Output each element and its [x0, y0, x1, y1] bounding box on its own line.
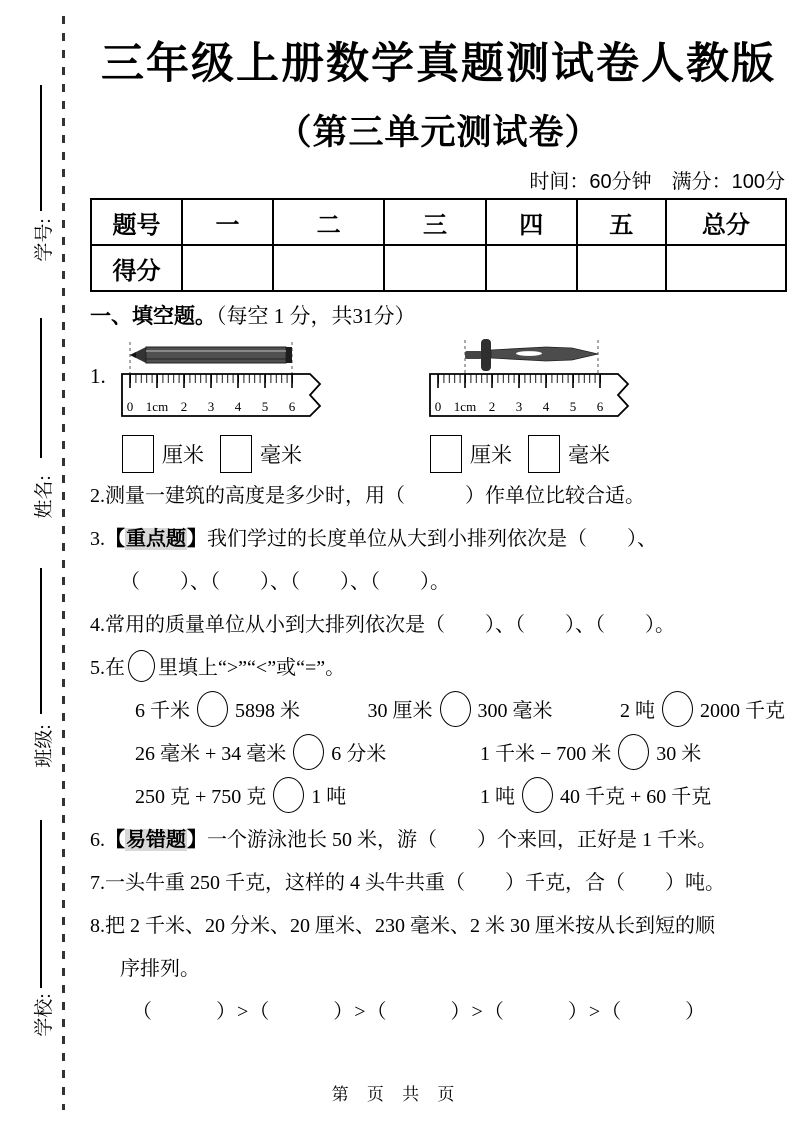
svg-text:2: 2	[488, 399, 496, 414]
svg-text:6: 6	[596, 399, 604, 414]
comparison-circle	[440, 691, 471, 727]
question-4: 4.常用的质量单位从小到大排列依次是（ ）、（ ）、（ ）。	[90, 614, 675, 636]
exam-meta: 时间：60分钟 满分：100分	[529, 171, 785, 193]
svg-text:2: 2	[180, 399, 188, 414]
question-6-number: 6.	[90, 829, 105, 851]
name-blank-line	[40, 318, 42, 458]
comparison-item: 30 厘米 300 毫米	[368, 690, 553, 733]
section-heading	[90, 300, 787, 332]
question-1-number: 1.	[90, 364, 106, 388]
question-1	[90, 338, 787, 473]
score-cell-empty	[273, 245, 384, 291]
student-id-blank-line	[40, 85, 42, 211]
question-8-line1: 8.把 2 千米、20 分米、20 厘米、230 毫米、2 米 30 厘米按从长到短的顺	[90, 915, 715, 937]
score-header-cell: 四	[486, 199, 577, 245]
sword-icon	[465, 339, 598, 371]
unit-label: 毫米	[568, 443, 610, 467]
key-point-tag: 【重点题】	[105, 528, 207, 550]
score-header-cell: 五	[577, 199, 666, 245]
question-5-stem: 5.在 里填上“>”“<”或“=”。	[90, 647, 787, 690]
question-3: 3.【重点题】我们学过的长度单位从大到小排列依次是（ ）、 （ ）、（ ）、（ ）、（ ）。	[90, 518, 787, 604]
question-6: 6.【易错题】一个游泳池长 50 米，游（ ）个来回，正好是 1 千米。	[90, 829, 717, 851]
class-blank-line	[40, 568, 42, 714]
pencil-icon	[130, 347, 292, 363]
student-id-label: 学号:	[34, 218, 55, 262]
question-7: 7.一头牛重 250 千克，这样的 4 头牛共重（ ）千克，合（ ）吨。	[90, 872, 725, 894]
answer-box	[528, 435, 560, 473]
score-header-cell: 三	[384, 199, 485, 245]
comparison-circle	[522, 777, 553, 813]
page-title: 三年级上册数学真题测试卷人教版	[101, 40, 776, 88]
comparison-circle	[197, 691, 228, 727]
ruler	[430, 374, 628, 416]
comparison-circle	[662, 691, 693, 727]
score-cell-empty	[384, 245, 485, 291]
svg-text:1cm: 1cm	[453, 399, 477, 414]
svg-text:0: 0	[126, 399, 134, 414]
left-margin-rail	[0, 0, 88, 1122]
comparison-row-2	[90, 733, 787, 776]
score-cell-empty	[666, 245, 786, 291]
answer-box	[220, 435, 252, 473]
school-label: 学校:	[34, 993, 55, 1037]
score-header-cell: 总分	[666, 199, 786, 245]
comparison-row-3	[90, 776, 787, 819]
error-prone-tag: 【易错题】	[105, 829, 207, 851]
paper-content	[90, 0, 787, 1034]
score-cell-empty	[577, 245, 666, 291]
answer-box	[430, 435, 462, 473]
svg-text:1cm: 1cm	[145, 399, 169, 414]
question-3-line2: （ ）、（ ）、（ ）、（ ）。	[120, 571, 450, 593]
sword-ruler-drawing	[426, 338, 638, 422]
svg-text:0: 0	[434, 399, 442, 414]
comparison-item: 6 千米 5898 米	[135, 690, 300, 733]
page-subtitle: （第三单元测试卷）	[276, 113, 601, 152]
svg-text:5: 5	[261, 399, 269, 414]
section-title: 一、填空题。	[90, 304, 216, 328]
question-8-answer-line: （ ）>（ ）>（ ）>（ ）>（ ）	[132, 1001, 707, 1023]
comparison-circle	[273, 777, 304, 813]
svg-text:6: 6	[288, 399, 296, 414]
comparison-item: 250 克 + 750 克 1 吨	[135, 776, 480, 819]
score-header-cell: 题号	[91, 199, 182, 245]
comparison-row-1	[90, 690, 787, 733]
svg-text:3: 3	[207, 399, 215, 414]
name-label: 姓名:	[34, 475, 55, 519]
unit-label: 厘米	[162, 443, 204, 467]
comparison-item: 1 吨 40 千克 + 60 千克	[480, 776, 711, 819]
binding-dashed-line	[62, 16, 65, 1110]
svg-text:4: 4	[542, 399, 550, 414]
pencil-ruler-drawing	[118, 338, 330, 422]
score-table-header-row	[91, 199, 786, 245]
unit-label: 毫米	[260, 443, 302, 467]
score-row-label: 得分	[91, 245, 182, 291]
score-table-score-row	[91, 245, 786, 291]
score-cell-empty	[486, 245, 577, 291]
score-cell-empty	[182, 245, 273, 291]
comparison-circle	[618, 734, 649, 770]
comparison-circle	[128, 650, 155, 682]
page-footer: 第 页 共 页	[331, 1085, 462, 1104]
comparison-item: 26 毫米 + 34 毫米 6 分米	[135, 733, 480, 776]
svg-text:5: 5	[569, 399, 577, 414]
ruler-figure-pencil	[118, 338, 330, 473]
answer-row	[430, 435, 638, 473]
comparison-item: 2 吨 2000 千克	[620, 690, 785, 733]
section-note: （每空 1 分，共31分）	[216, 304, 416, 328]
ruler-figure-sword	[426, 338, 638, 473]
svg-text:3: 3	[515, 399, 523, 414]
answer-box	[122, 435, 154, 473]
score-header-cell: 一	[182, 199, 273, 245]
comparison-item: 1 千米 − 700 米 30 米	[480, 733, 701, 776]
ruler	[122, 374, 320, 416]
school-blank-line	[40, 820, 42, 988]
score-table	[90, 198, 787, 292]
class-label: 班级:	[34, 724, 55, 768]
question-3-number: 3.	[90, 528, 105, 550]
answer-row	[122, 435, 330, 473]
svg-text:4: 4	[234, 399, 242, 414]
question-8-line2: 序排列。	[120, 958, 200, 980]
score-header-cell: 二	[273, 199, 384, 245]
unit-label: 厘米	[470, 443, 512, 467]
comparison-circle	[293, 734, 324, 770]
question-2: 2.测量一建筑的高度是多少时，用（ ）作单位比较合适。	[90, 485, 645, 507]
